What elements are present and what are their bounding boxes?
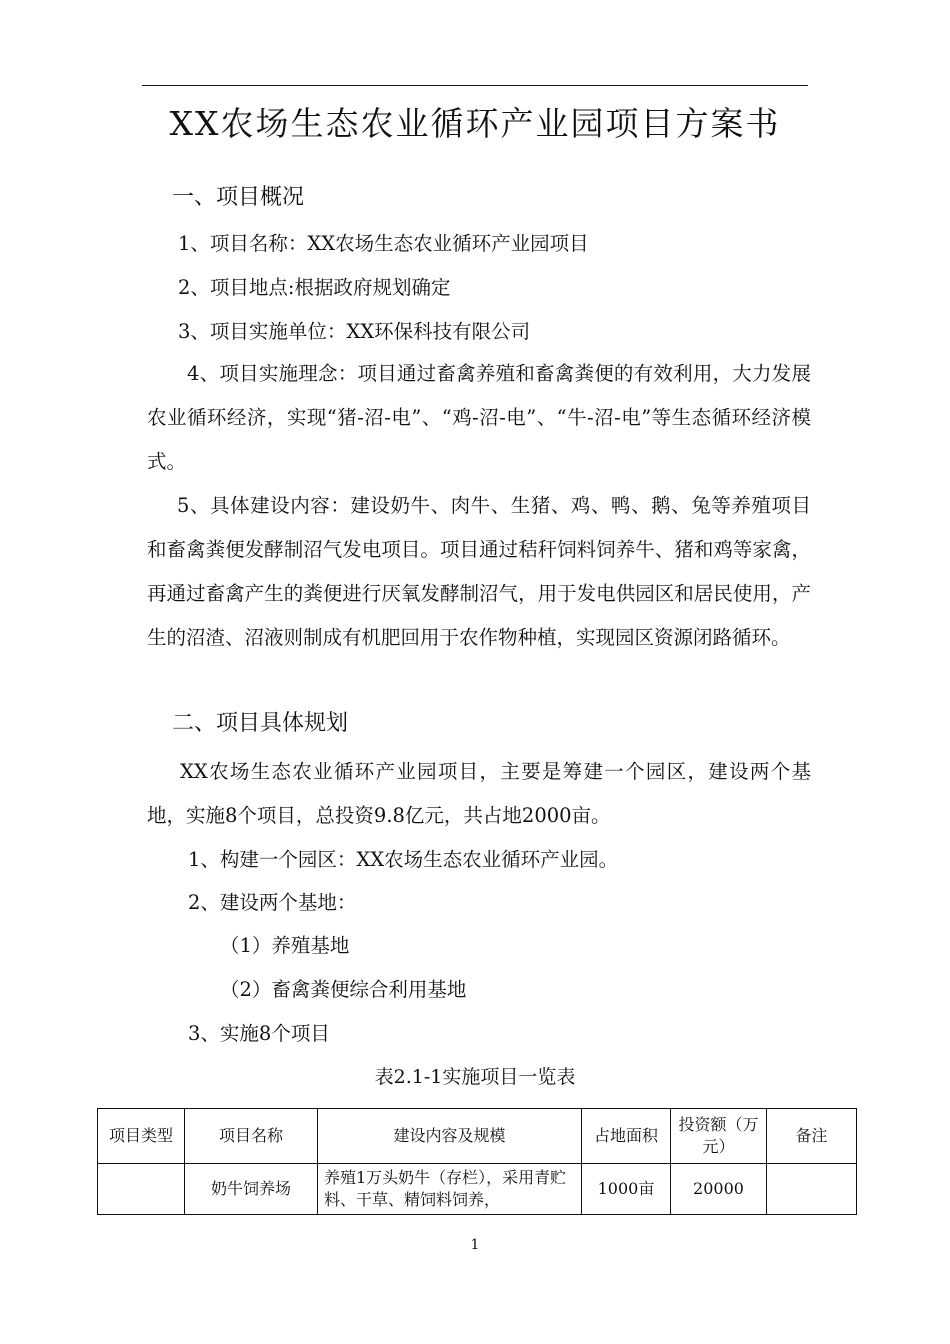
header-rule [142,85,808,86]
table-header-row [98,1109,857,1164]
document-title: XX农场生态农业循环产业园项目方案书 [169,104,781,143]
cell-project-name: 奶牛饲养场 [185,1164,318,1215]
plan-item-projects: 3、实施8个项目 [188,1022,330,1045]
table-caption: 表2.1-1实施项目一览表 [374,1066,576,1088]
header-project-type: 项目类型 [98,1109,185,1164]
plan-subitem-manure-base: （2）畜禽粪便综合利用基地 [220,978,467,1001]
section-1-heading: 一、项目概况 [172,185,305,210]
table-row [98,1164,857,1215]
header-project-name: 项目名称 [185,1109,318,1164]
header-remarks: 备注 [767,1109,857,1164]
plan-item-park: 1、构建一个园区：XX农场生态农业循环产业园。 [188,848,619,871]
item-project-unit: 3、项目实施单位：XX环保科技有限公司 [178,320,531,343]
item-project-location: 2、项目地点:根据政府规划确定 [178,276,451,299]
section-2-intro: XX农场生态农业循环产业园项目，主要是筹建一个园区，建设两个基地，实施8个项目，总投资9.8亿元，共占地2000亩。 [147,760,811,827]
header-investment: 投资额（万元） [671,1109,767,1164]
cell-land-area: 1000亩 [582,1164,671,1215]
cell-remarks [767,1164,857,1215]
item-construction-content: 5、具体建设内容：建设奶牛、肉牛、生猪、鸡、鸭、鹅、兔等养殖项目和畜禽粪便发酵制沼气发电项目。项目通过秸秆饲料饲养牛、猪和鸡等家禽，再通过畜禽产生的粪便进行厌氧发酵制沼气，用于发电供园区和居民使用，产生的沼渣、沼液则制成有机肥回用于农作物种植，实现园区资源闭路循环。 [147,494,811,649]
project-table [97,1108,857,1215]
plan-item-bases: 2、建设两个基地： [188,891,357,914]
plan-subitem-breeding-base: （1）养殖基地 [220,934,350,957]
header-content-scale: 建设内容及规模 [318,1109,582,1164]
header-land-area: 占地面积 [582,1109,671,1164]
cell-content-scale: 养殖1万头奶牛（存栏），采用青贮料、干草、精饲料饲养， [318,1164,582,1215]
page-number: 1 [470,1237,480,1253]
section-2-heading: 二、项目具体规划 [172,711,349,736]
item-project-name: 1、项目名称：XX农场生态农业循环产业园项目 [178,232,589,255]
cell-investment: 20000 [671,1164,767,1215]
item-project-concept: 4、项目实施理念：项目通过畜禽养殖和畜禽粪便的有效利用，大力发展农业循环经济，实现“猪-沼-电”、“鸡-沼-电”、“牛-沼-电”等生态循环经济模式。 [147,362,811,473]
cell-project-type [98,1164,185,1215]
